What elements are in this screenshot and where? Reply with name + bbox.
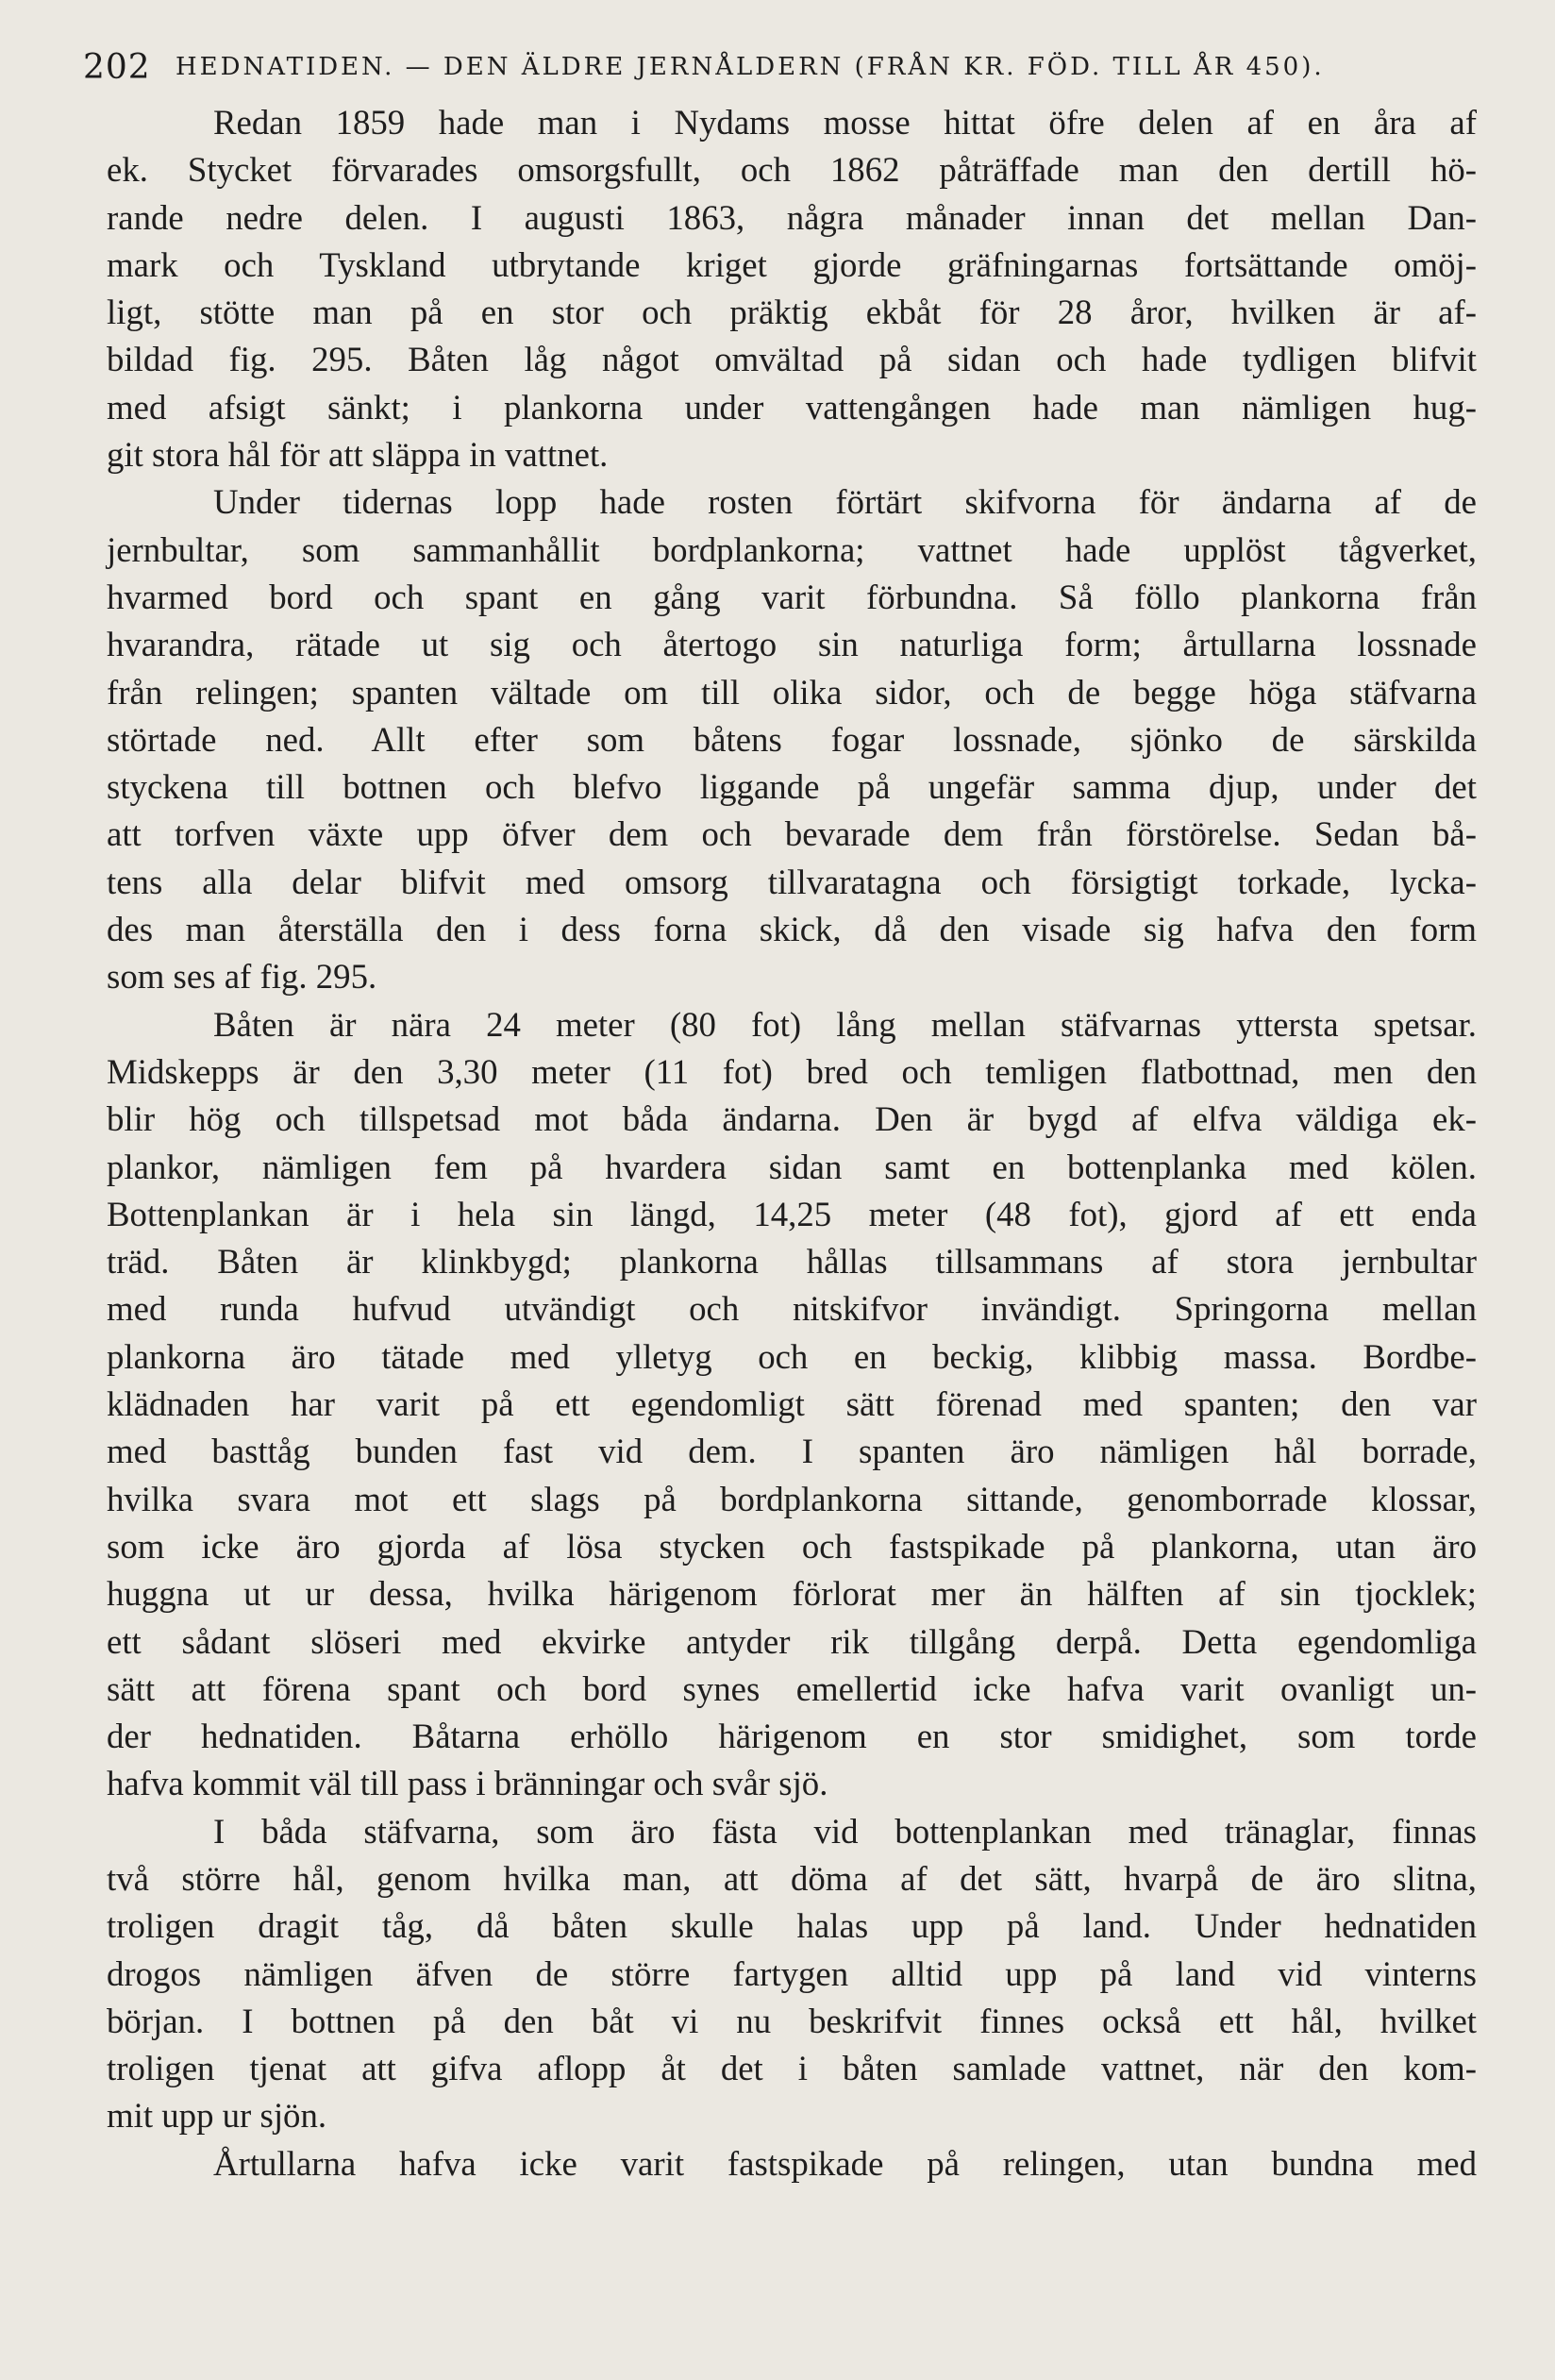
body-text <box>107 99 1477 2187</box>
text-line: blir hög och tillspetsad mot båda ändarna. Den är bygd af elfva väldiga ek- <box>107 1099 1477 1139</box>
text-line: des man återställa den i dess forna skick, då den visade sig hafva den form <box>107 910 1477 949</box>
text-line: början. I bottnen på den båt vi nu beskrifvit finnes också ett hål, hvilket <box>107 2001 1477 2040</box>
text-line: två större hål, genom hvilka man, att döma af det sätt, hvarpå de äro slitna, <box>107 1858 1477 1898</box>
running-title: HEDNATIDEN. — DEN ÄLDRE JERNÅLDERN (FRÅN KR. FÖD. TILL ÅR 450). <box>176 53 1325 81</box>
text-line: med basttåg bunden fast vid dem. I spanten äro nämligen hål borrade, <box>107 1432 1477 1471</box>
text-line: klädnaden har varit på ett egendomligt sätt förenad med spanten; den var <box>107 1384 1477 1424</box>
text-line: ek. Stycket förvarades omsorgsfullt, och 1862 påträffade man den dertill hö- <box>107 150 1477 190</box>
text-line: träd. Båten är klinkbygd; plankorna hållas tillsammans af stora jernbultar <box>107 1242 1477 1282</box>
text-line: troligen dragit tåg, då båten skulle halas upp på land. Under hednatiden <box>107 1906 1477 1946</box>
text-line: hvarmed bord och spant en gång varit förbundna. Så föllo plankorna från <box>107 577 1477 616</box>
text-line: drogos nämligen äfven de större fartygen alltid upp på land vid vinterns <box>107 1953 1477 1993</box>
text-line: der hednatiden. Båtarna erhöllo härigenom en stor smidighet, som torde <box>107 1717 1477 1756</box>
text-line: Redan 1859 hade man i Nydams mosse hittat öfre delen af en åra af <box>213 103 1477 142</box>
text-line: som icke äro gjorda af lösa stycken och fastspikade på plankorna, utan äro <box>107 1526 1477 1566</box>
text-line: hvarandra, rätade ut sig och återtogo sin naturliga form; årtullarna lossnade <box>107 625 1477 664</box>
text-line: plankor, nämligen fem på hvardera sidan samt en bottenplanka med kölen. <box>107 1147 1477 1186</box>
text-line: styckena till bottnen och blefvo liggande på ungefär samma djup, under det <box>107 767 1477 807</box>
text-line: Under tidernas lopp hade rosten förtärt skifvorna för ändarna af de <box>213 482 1477 522</box>
text-line: ett sådant slöseri med ekvirke antyder rik tillgång derpå. Detta egendomliga <box>107 1621 1477 1661</box>
text-line: jernbultar, som sammanhållit bordplankorna; vattnet hade upplöst tågverket, <box>107 529 1477 569</box>
text-line: tens alla delar blifvit med omsorg tillvaratagna och försigtigt torkade, lycka- <box>107 862 1477 901</box>
text-line: git stora hål för att släppa in vattnet. <box>107 435 609 475</box>
page-header <box>83 42 1470 94</box>
text-line: som ses af fig. 295. <box>107 957 377 997</box>
text-line: att torfven växte upp öfver dem och bevarade dem från förstörelse. Sedan bå- <box>107 814 1477 854</box>
text-line: plankorna äro tätade med ylletyg och en beckig, klibbig massa. Bordbe- <box>107 1336 1477 1376</box>
text-line: troligen tjenat att gifva aflopp åt det i båten samlade vattnet, när den kom- <box>107 2049 1477 2088</box>
text-line: med runda hufvud utvändigt och nitskifvor invändigt. Springorna mellan <box>107 1289 1477 1329</box>
text-line: huggna ut ur dessa, hvilka härigenom förlorat mer än hälften af sin tjocklek; <box>107 1574 1477 1614</box>
text-line: mit upp ur sjön. <box>107 2096 327 2136</box>
text-line: Årtullarna hafva icke varit fastspikade på relingen, utan bundna med <box>213 2143 1477 2183</box>
page-number: 202 <box>83 48 151 87</box>
text-line: hvilka svara mot ett slags på bordplankorna sittande, genomborrade klossar, <box>107 1479 1477 1518</box>
text-line: störtade ned. Allt efter som båtens fogar lossnade, sjönko de särskilda <box>107 719 1477 759</box>
text-line: sätt att förena spant och bord synes emellertid icke hafva varit ovanligt un- <box>107 1668 1477 1708</box>
text-line: Midskepps är den 3,30 meter (11 fot) bred och temligen flatbottnad, men den <box>107 1051 1477 1091</box>
text-line: ligt, stötte man på en stor och präktig ekbåt för 28 åror, hvilken är af- <box>107 293 1477 332</box>
text-line: Bottenplankan är i hela sin längd, 14,25 meter (48 fot), gjord af ett enda <box>107 1194 1477 1233</box>
text-line: från relingen; spanten vältade om till olika sidor, och de begge höga stäfvarna <box>107 672 1477 712</box>
text-line: I båda stäfvarna, som äro fästa vid bottenplankan med tränaglar, finnas <box>213 1811 1477 1851</box>
text-line: med afsigt sänkt; i plankorna under vattengången hade man nämligen hug- <box>107 387 1477 427</box>
text-line: Båten är nära 24 meter (80 fot) lång mellan stäfvarnas yttersta spetsar. <box>213 1004 1477 1044</box>
text-line: mark och Tyskland utbrytande kriget gjorde gräfningarnas fortsättande omöj- <box>107 244 1477 284</box>
text-line: hafva kommit väl till pass i bränningar och svår sjö. <box>107 1764 828 1803</box>
text-line: bildad fig. 295. Båten låg något omvältad på sidan och hade tydligen blifvit <box>107 340 1477 379</box>
text-line: rande nedre delen. I augusti 1863, några månader innan det mellan Dan- <box>107 197 1477 237</box>
